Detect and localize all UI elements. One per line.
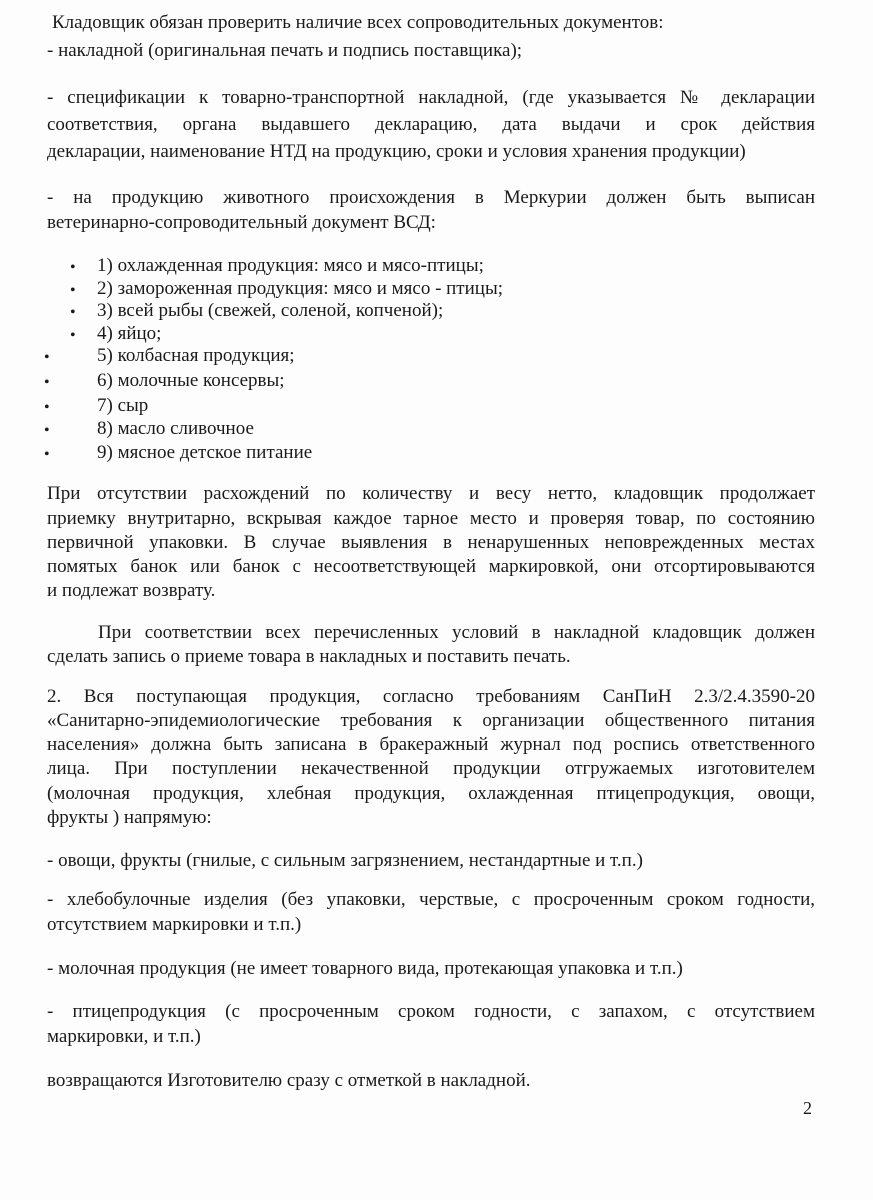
list-item: 7) сыр xyxy=(97,395,149,416)
invoice-item: - накладной (оригинальная печать и подпись поставщика); xyxy=(47,40,523,61)
list-item: 8) масло сливочное xyxy=(97,418,254,439)
bakery-line: отсутствием маркировки и т.п.) xyxy=(47,914,302,935)
returned-text: возвращаются Изготовителю сразу с отметкой в накладной. xyxy=(47,1070,531,1091)
bullet-icon: • xyxy=(70,282,76,299)
compliance-line: При соответствии всех перечисленных условий в накладной кладовщик должен xyxy=(98,622,815,643)
section2-line: «Санитарно-эпидемиологические требования к организации общественного питания xyxy=(47,710,815,731)
no-discrepancy-line: приемку внутритарно, вскрывая каждое тарное место и проверяя товар, по состоянию xyxy=(47,508,815,529)
bullet-icon: • xyxy=(44,446,50,463)
bullet-icon: • xyxy=(70,259,76,276)
bullet-icon: • xyxy=(44,349,50,366)
dairy-item: - молочная продукция (не имеет товарного вида, протекающая упаковка и т.п.) xyxy=(47,958,683,979)
section2-line: (молочная продукция, хлебная продукция, охлажденная птицепродукция, овощи, xyxy=(47,783,815,804)
bakery-line: - хлебобулочные изделия (без упаковки, черствые, с просроченным сроком годности, xyxy=(47,889,815,910)
poultry-line: - птицепродукция (с просроченным сроком годности, с запахом, с отсутствием xyxy=(47,1001,815,1022)
no-discrepancy-line: и подлежат возврату. xyxy=(47,580,216,601)
mercury-line: - на продукцию животного происхождения в Меркурии должен быть выписан xyxy=(47,187,815,208)
bullet-icon: • xyxy=(44,422,50,439)
bullet-icon: • xyxy=(70,304,76,321)
spec-line: - спецификации к товарно-транспортной накладной, (где указывается № декларации xyxy=(47,87,815,108)
spec-line: соответствия, органа выдавшего декларацию, дата выдачи и срок действия xyxy=(47,114,815,135)
spec-line: декларации, наименование НТД на продукцию, сроки и условия хранения продукции) xyxy=(47,141,746,162)
bullet-icon: • xyxy=(44,399,50,416)
list-item: 2) замороженная продукция: мясо и мясо - птицы; xyxy=(97,278,503,299)
no-discrepancy-line: первичной упаковки. В случае выявления в ненарушенных неповрежденных местах xyxy=(47,532,815,553)
section2-line: лица. При поступлении некачественной продукции отгружаемых изготовителем xyxy=(47,758,815,779)
no-discrepancy-line: помятых банок или банок с несоответствующей маркировкой, они отсортировываются xyxy=(47,556,815,577)
list-item: 3) всей рыбы (свежей, соленой, копченой); xyxy=(97,300,444,321)
list-item: 4) яйцо; xyxy=(97,323,162,344)
list-item: 6) молочные консервы; xyxy=(97,370,285,391)
mercury-line: ветеринарно-сопроводительный документ ВСД: xyxy=(47,212,436,233)
compliance-line: сделать запись о приеме товара в накладных и поставить печать. xyxy=(47,646,571,667)
section2-line: 2. Вся поступающая продукция, согласно требованиям СанПиН 2.3/2.4.3590-20 xyxy=(47,686,815,707)
no-discrepancy-line: При отсутствии расхождений по количеству и весу нетто, кладовщик продолжает xyxy=(47,483,815,504)
page-number: 2 xyxy=(803,1098,812,1118)
bullet-icon: • xyxy=(44,374,50,391)
poultry-line: маркировки, и т.п.) xyxy=(47,1026,201,1047)
section2-line: населения» должна быть записана в бракеражный журнал под роспись ответственного xyxy=(47,734,815,755)
list-item: 1) охлажденная продукция: мясо и мясо-птицы; xyxy=(97,255,484,276)
bullet-icon: • xyxy=(70,327,76,344)
intro-text: Кладовщик обязан проверить наличие всех сопроводительных документов: xyxy=(52,12,664,33)
section2-line: фрукты ) напрямую: xyxy=(47,807,212,828)
list-item: 5) колбасная продукция; xyxy=(97,345,295,366)
list-item: 9) мясное детское питание xyxy=(97,442,313,463)
veg-item: - овощи, фрукты (гнилые, с сильным загрязнением, нестандартные и т.п.) xyxy=(47,850,643,871)
